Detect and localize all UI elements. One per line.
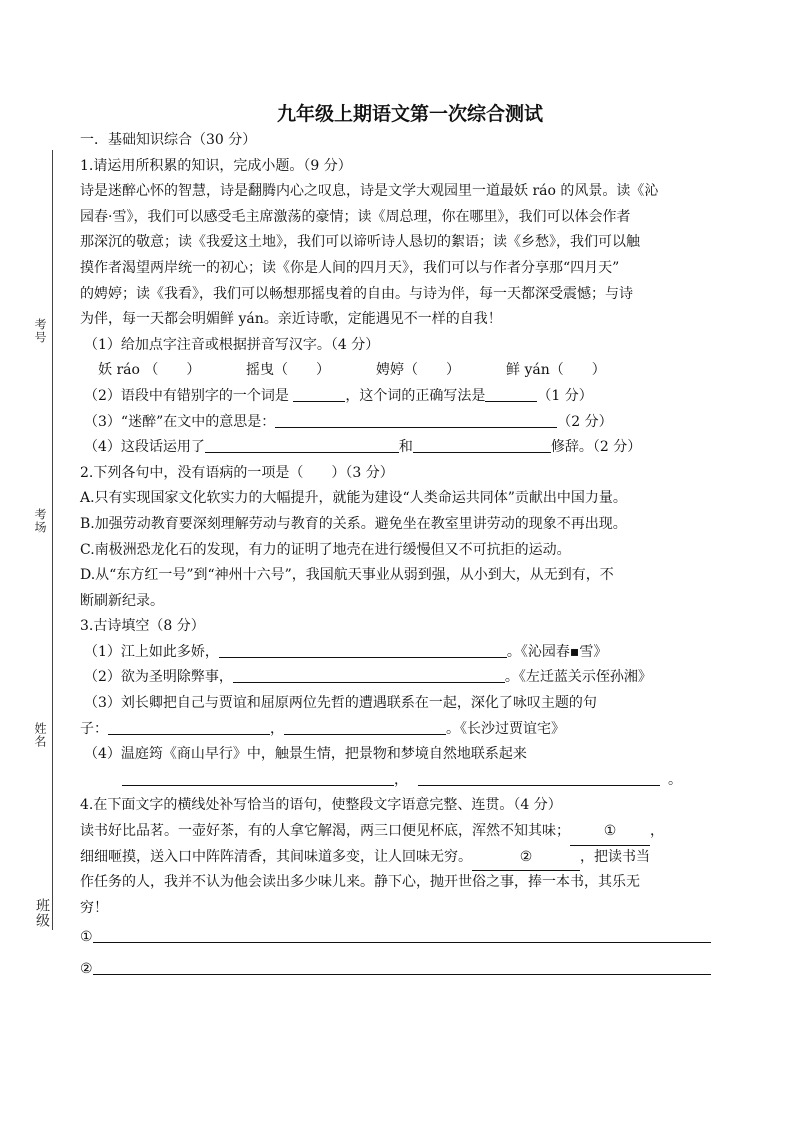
answer-blank[interactable] — [284, 719, 446, 735]
page-title: 九年级上期语文第一次综合测试 — [276, 103, 543, 125]
q1-passage-line: 为伴，每一天都会明媚鲜 yán。亲近诗歌，定能遇见不一样的自我！ — [80, 311, 502, 328]
q4-text-line — [80, 819, 724, 845]
q1-heading: 1.请运用所积累的知识，完成小题。（9 分） — [80, 157, 352, 174]
q1-passage-line: 摸作者渴望两岸统一的初心；读《你是人间的四月天》，我们可以与作者分享那“四月天” — [80, 259, 620, 276]
q4-text-line: 穷！ — [80, 899, 108, 916]
q4-text: 细细咂摸，送入口中阵阵清香，其间味道多变，让人回味无穷。 — [80, 848, 472, 865]
q1-part2-text: （2）语段中有错别字的一个词是 — [84, 387, 289, 404]
blank-1[interactable]: ① — [570, 819, 650, 846]
exam-content — [80, 100, 724, 983]
answer-blank[interactable] — [413, 437, 551, 453]
q1-part4-text: 和 — [398, 439, 413, 456]
answer-blank[interactable] — [293, 386, 345, 402]
q3-line2-source: 。《左迁蓝关示侄孙湘》 — [504, 669, 652, 686]
q1-part3-text: （3）“迷醉”在文中的意思是： — [84, 413, 276, 430]
q1-passage-line: 诗是迷醉心怀的智慧，诗是翻腾内心之叹息，诗是文学大观园里一道最妖 ráo 的风景。读《沁 — [80, 183, 659, 200]
q2-option-c: C.南极洲恐龙化石的发现，有力的证明了地壳在进行缓慢但又不可抗拒的运动。 — [80, 541, 571, 558]
answer-blank[interactable] — [108, 719, 270, 735]
answer-blank[interactable] — [485, 386, 537, 402]
q1-passage-line: 那深沉的敬意；读《我爱这土地》，我们可以谛听诗人恳切的絮语；读《乡愁》，我们可以触 — [80, 234, 640, 251]
q1-passage-line: 园春·雪》，我们可以感受毛主席激荡的豪情；读《周总理，你在哪里》，我们可以体会作者 — [80, 208, 631, 225]
pinyin-item[interactable]: 鲜 yán（ ） — [506, 362, 606, 379]
answer-2-marker: ② — [80, 961, 93, 977]
q3-line4: （4）温庭筠《商山早行》中，触景生情，把景物和梦境自然地联系起来 — [84, 746, 527, 763]
answer-blank[interactable] — [233, 667, 505, 683]
answer-blank[interactable] — [219, 642, 507, 658]
q1-part1: （1）给加点字注音或根据拼音写汉字。（4 分） — [84, 336, 380, 353]
pinyin-item[interactable]: 妖 ráo （ ） — [98, 362, 201, 379]
q1-passage-line: 的娉婷；读《我看》，我们可以畅想那摇曳着的自由。与诗为伴，每一天都深受震憾；与诗 — [80, 285, 633, 302]
pinyin-item[interactable]: 摇曳（ ） — [246, 362, 330, 379]
q4-text: ，把读书当 — [580, 848, 650, 865]
q3-line1-text: （1）江上如此多娇， — [84, 643, 219, 660]
q3-line3-comma: ， — [270, 720, 284, 737]
q3-line4-period: 。 — [668, 771, 682, 788]
q3-line3-source: 。《长沙过贾谊宅》 — [446, 720, 565, 737]
q4-text-line — [80, 845, 724, 871]
answer-blank[interactable] — [122, 770, 394, 786]
q2-heading: 2.下列各句中，没有语病的一项是（ ）（3 分） — [80, 464, 394, 481]
q1-part2 — [80, 384, 724, 410]
section-heading: 一．基础知识综合（30 分） — [80, 132, 257, 148]
q2-option-d: D.从“东方红一号”到“神州十六号”，我国航天事业从弱到强，从小到大，从无到有，不 — [80, 567, 614, 584]
binding-line — [52, 150, 53, 930]
q3-line1-source: 。《沁园春▪雪》 — [506, 643, 608, 660]
q3-line4-blanks — [80, 768, 724, 794]
answer-line[interactable] — [93, 927, 711, 943]
q1-part2-text: ，这个词的正确写法是 — [345, 387, 486, 404]
q1-part4 — [80, 435, 724, 461]
blank-2[interactable]: ② — [472, 845, 580, 872]
q1-part4-score: 修辞。（2 分） — [550, 439, 642, 456]
q3-line2 — [80, 665, 724, 691]
answer-blank[interactable] — [275, 412, 557, 428]
answer-blank[interactable] — [205, 437, 399, 453]
exam-room-label: 考场 — [33, 508, 47, 534]
q4-text: 读书好比品茗。一壶好茶，有的人拿它解渴，两三口便见杯底，浑然不知其味； — [80, 823, 570, 840]
q2-option-b: B.加强劳动教育要深刻理解劳动与教育的关系。避免坐在教室里讲劳动的现象不再出现。 — [80, 515, 627, 532]
q1-part2-score: （1 分） — [537, 387, 593, 404]
q2-option-d-cont: 断刷新纪录。 — [80, 592, 164, 609]
q4-text-line: 作任务的人，我并不认为他会读出多少味儿来。静下心，抛开世俗之事，捧一本书，其乐无 — [80, 874, 640, 891]
answer-blank[interactable] — [418, 770, 660, 786]
q1-pinyin-row — [80, 358, 724, 384]
q1-part3 — [80, 410, 724, 436]
q3-heading: 3.古诗填空（8 分） — [80, 618, 205, 635]
exam-number-label: 考号 — [33, 318, 47, 344]
q4-answer-2 — [80, 957, 724, 983]
q1-part3-score: （2 分） — [557, 413, 613, 430]
q1-part4-text: （4）这段话运用了 — [84, 439, 205, 456]
q4-answer-1 — [80, 925, 724, 951]
q3-line3-text: 子： — [80, 720, 108, 737]
q4-heading: 4.在下面文字的横线处补写恰当的语句，使整段文字语意完整、连贯。（4 分） — [80, 797, 562, 814]
q3-line3-cont — [80, 717, 724, 743]
answer-1-marker: ① — [80, 929, 93, 946]
pinyin-item[interactable]: 娉婷（ ） — [376, 362, 460, 379]
q3-line3: （3）刘长卿把自己与贾谊和屈原两位先哲的遭遇联系在一起，深化了咏叹主题的句 — [84, 695, 597, 712]
answer-line[interactable] — [93, 959, 711, 975]
q2-option-a: A.只有实现国家文化软实力的大幅提升，就能为建设“人类命运共同体”贡献出中国力量。 — [80, 490, 627, 507]
q3-line2-text: （2）欲为圣明除弊事， — [84, 669, 233, 686]
q3-line4-comma: ， — [394, 771, 408, 788]
q3-line1 — [80, 640, 724, 666]
q4-text: ， — [650, 823, 664, 840]
class-label: 班级 — [34, 898, 50, 928]
name-label: 姓名 — [33, 722, 47, 748]
